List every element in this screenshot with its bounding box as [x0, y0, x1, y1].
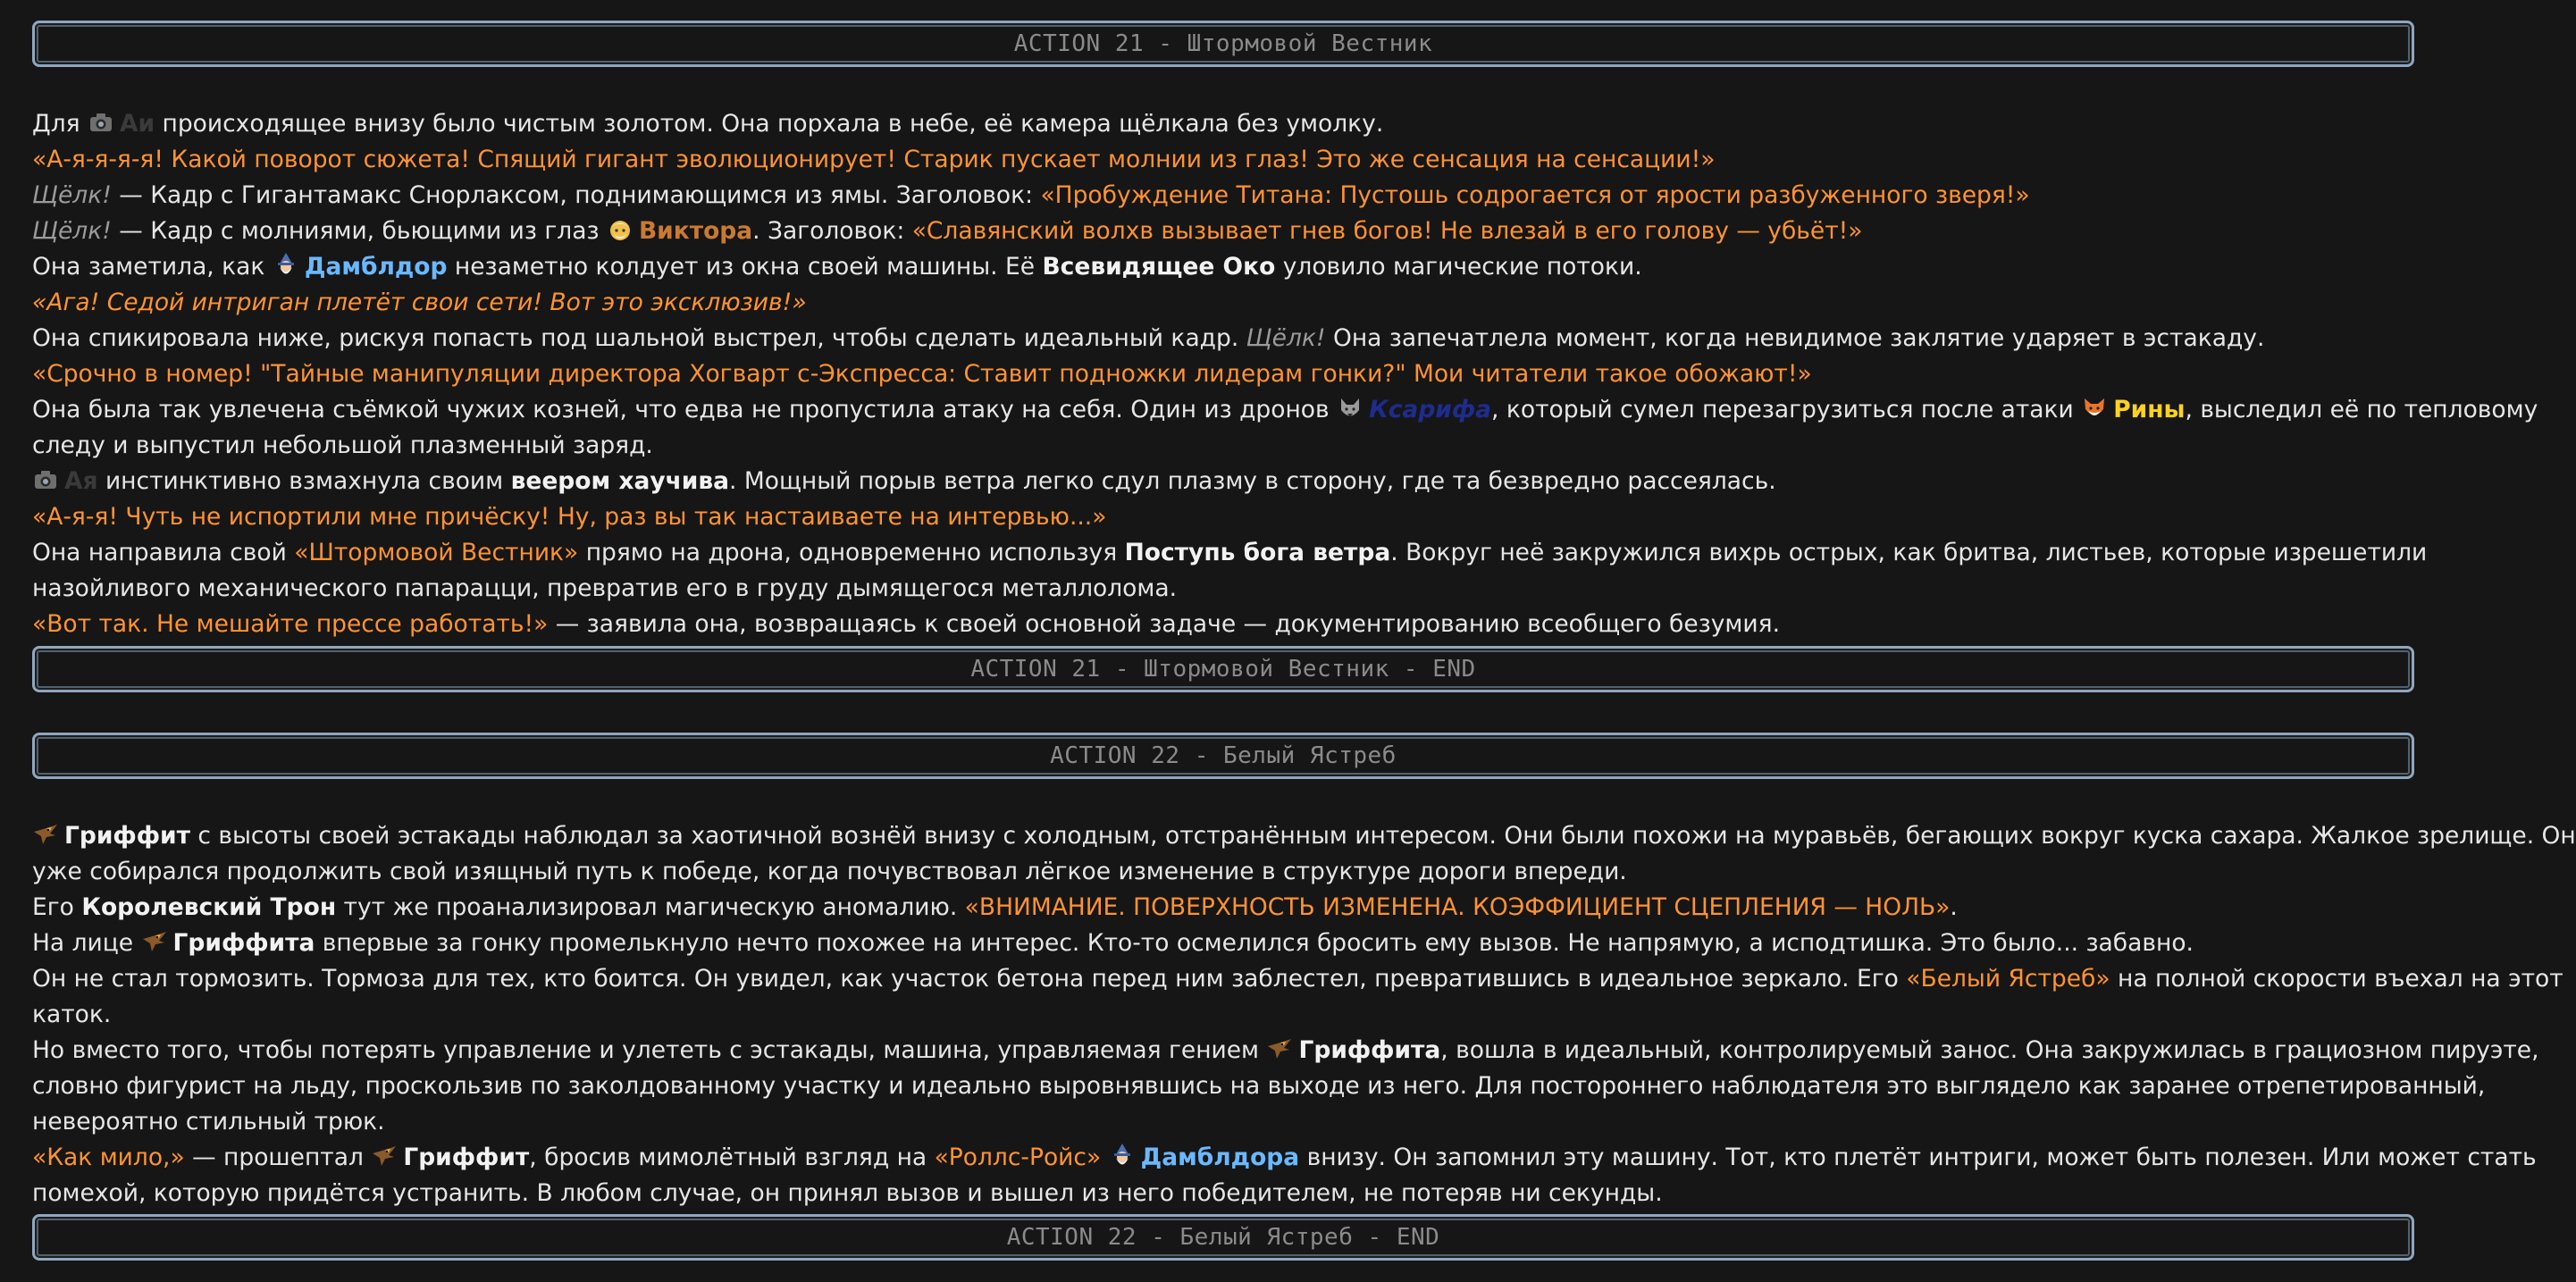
text: — заявила она, возвращаясь к своей основной задаче — документированию всеобщего безумия. [548, 610, 1781, 638]
quote: «Роллс-Ройс» [934, 1144, 1102, 1171]
text: незаметно колдует из окна своей машины. Её [447, 253, 1043, 281]
paragraph [32, 607, 2409, 642]
paragraph: уже собирался продолжить свой изящный путь к победе, когда почувствовал лёгкое изменение в структуре дороги впереди. [32, 858, 1627, 885]
paragraph [32, 535, 2428, 571]
text: Она была так увлечена съёмкой чужих козней, что едва не пропустила атаку на себя. Один из дронов [32, 396, 1338, 423]
action-21-banner: ACTION 21 - Штормовой Вестник [32, 21, 2414, 67]
text: Его [32, 893, 82, 921]
text: прямо на дрона, одновременно используя [578, 539, 1125, 566]
text: Она запечатлела момент, когда невидимое заклятие ударяет в эстакаду. [1325, 324, 2265, 352]
character-name: Ксарифа [1369, 396, 1492, 423]
paragraph: невероятно стильный трюк. [32, 1108, 385, 1135]
character-name: Виктора [638, 217, 753, 245]
paragraph [32, 392, 2538, 428]
camera-icon [32, 466, 59, 493]
text: , вошла в идеальный, контролируемый занос. Она закружилась в грациозном пируэте, [1440, 1036, 2539, 1064]
hawk-icon [32, 821, 59, 848]
action-22-end-banner: ACTION 22 - Белый Ястреб - END [32, 1214, 2414, 1261]
character-name: Аи [120, 110, 155, 138]
item-name: Королевский Трон [81, 893, 337, 921]
sound-effect: Щёлк! [32, 217, 112, 245]
text: Она направила свой [32, 539, 295, 566]
character-name: Гриффит [64, 822, 190, 850]
text: — прошептал [184, 1144, 372, 1171]
quote: «А-я-я! Чуть не испортили мне причёску! Ну, раз вы так настаиваете на интервью...» [32, 503, 1107, 531]
text: . Вокруг неё закружился вихрь острых, как бритва, листьев, которые изрешетили [1390, 539, 2428, 566]
quote: «Срочно в номер! "Тайные манипуляции директора Хогварт с-Экспресса: Ставит подножки лидерам гонки?" Мои читатели такое обожают!» [32, 360, 1812, 388]
text: происходящее внизу было чистым золотом. Она порхала в небе, её камера щёлкала без умолку. [155, 110, 1384, 138]
paragraph [32, 818, 2576, 854]
wizard-icon [1109, 1143, 1136, 1169]
paragraph [32, 464, 2409, 499]
text: с высоты своей эстакады наблюдал за хаотичной вознёй внизу с холодным, отстранённым интересом. Они были похожи на муравьёв, бегающих вокруг куска сахара. Жалкое зрелище. Он [189, 822, 2576, 850]
quote: «А-я-я-я-я! Какой поворот сюжета! Спящий гигант эволюционирует! Старик пускает молнии из глаз! Это же сенсация на сенсации!» [32, 146, 1716, 173]
fox-icon [2081, 395, 2108, 422]
text: . [1950, 893, 1958, 921]
paragraph: следу и выпустил небольшой плазменный заряд. [32, 432, 653, 459]
hawk-icon [1266, 1035, 1293, 1062]
character-name: Рины [2113, 396, 2186, 423]
item-name: веером хаучива [510, 467, 730, 495]
paragraph [32, 890, 2409, 926]
wolf-icon [1337, 395, 1364, 422]
text: , который сумел перезагрузиться после атаки [1491, 396, 2082, 423]
old-man-face-icon [607, 216, 634, 243]
hawk-icon [371, 1143, 398, 1169]
quote: «Белый Ястреб» [1906, 965, 2110, 993]
camera-icon [88, 109, 114, 136]
ability-name: Всевидящее Око [1042, 253, 1276, 281]
paragraph: назойливого механического папарацци, превратив его в груду дымящегося металлолома. [32, 574, 1178, 602]
paragraph [32, 1033, 2539, 1068]
paragraph [32, 214, 2409, 249]
character-name: Дамблдор [304, 253, 448, 281]
text: , бросив мимолётный взгляд на [529, 1144, 935, 1171]
character-name: Ая [64, 467, 98, 495]
paragraph [32, 926, 2409, 961]
text: уловило магические потоки. [1275, 253, 1642, 281]
text: . Заголовок: [752, 217, 912, 245]
quote: «Ага! Седой интриган плетёт свои сети! Вот это эксклюзив!» [32, 289, 807, 316]
text: Он не стал тормозить. Тормоза для тех, кто боится. Он увидел, как участок бетона перед ним заблестел, превратившись в идеальное зеркало. Его [32, 965, 1907, 993]
action-21-end-banner: ACTION 21 - Штормовой Вестник - END [32, 646, 2414, 692]
action-22-text [32, 818, 2576, 1211]
text: На лице [32, 929, 141, 957]
sound-effect: Щёлк! [1246, 324, 1326, 352]
text: Но вместо того, чтобы потерять управление и улететь с эстакады, машина, управляемая гением [32, 1036, 1267, 1064]
paragraph [32, 961, 2563, 997]
character-name: Гриффита [172, 929, 315, 957]
quote: «Славянский волхв вызывает гнев богов! Не влезай в его голову — убьёт!» [911, 217, 1863, 245]
quote: «Вот так. Не мешайте прессе работать!» [32, 610, 549, 638]
character-name: Дамблдора [1140, 1144, 1300, 1171]
paragraph [32, 1140, 2537, 1176]
paragraph: помехой, которую придётся устранить. В любом случае, он принял вызов и вышел из него победителем, не потеряв ни секунды. [32, 1179, 1663, 1207]
ability-name: Поступь бога ветра [1124, 539, 1391, 566]
text: Она заметила, как [32, 253, 273, 281]
text: Она спикировала ниже, рискуя попасть под шальной выстрел, чтобы сделать идеальный кадр. [32, 324, 1246, 352]
character-name: Гриффит [403, 1144, 530, 1171]
paragraph [32, 321, 2409, 356]
text: на полной скорости въехал на этот [2110, 965, 2563, 993]
quote: «ВНИМАНИЕ. ПОВЕРХНОСТЬ ИЗМЕНЕНА. КОЭФФИЦИЕНТ СЦЕПЛЕНИЯ — НОЛЬ» [964, 893, 1951, 921]
paragraph: каток. [32, 1001, 112, 1028]
text: — Кадр с молниями, бьющими из глаз [111, 217, 607, 245]
quote: «Штормовой Вестник» [294, 539, 579, 566]
text: Для [32, 110, 88, 138]
text: , выследил её по тепловому [2185, 396, 2538, 423]
hawk-icon [141, 928, 168, 955]
sound-effect: Щёлк! [32, 181, 112, 209]
paragraph [32, 249, 2409, 285]
text: впервые за гонку промелькнуло нечто похожее на интерес. Кто-то осмелился бросить ему вызов. Не напрямую, а исподтишка. Это было... забавно. [315, 929, 2194, 957]
text: внизу. Он запомнил эту машину. Тот, кто плетёт интриги, может быть полезен. Или может стать [1299, 1144, 2537, 1171]
paragraph [32, 178, 2409, 214]
wizard-icon [273, 252, 299, 279]
action-21-text [32, 106, 2538, 642]
action-22-banner: ACTION 22 - Белый Ястреб [32, 733, 2414, 779]
paragraph: словно фигурист на льду, проскользив по заколдованному участку и идеально выровнявшись на выходе из него. Для постороннего наблюдателя это выглядело как заранее отрепетированный, [32, 1072, 2486, 1100]
text: — Кадр с Гигантамакс Снорлаксом, поднимающимся из ямы. Заголовок: [111, 181, 1041, 209]
quote: «Как мило,» [32, 1144, 185, 1171]
text: инстинктивно взмахнула своим [97, 467, 511, 495]
paragraph [32, 106, 2409, 142]
quote: «Пробуждение Титана: Пустошь содрогается от ярости разбуженного зверя!» [1040, 181, 2030, 209]
character-name: Гриффита [1298, 1036, 1441, 1064]
text: . Мощный порыв ветра легко сдул плазму в сторону, где та безвредно рассеялась. [729, 467, 1776, 495]
text: тут же проанализировал магическую аномалию. [336, 893, 965, 921]
